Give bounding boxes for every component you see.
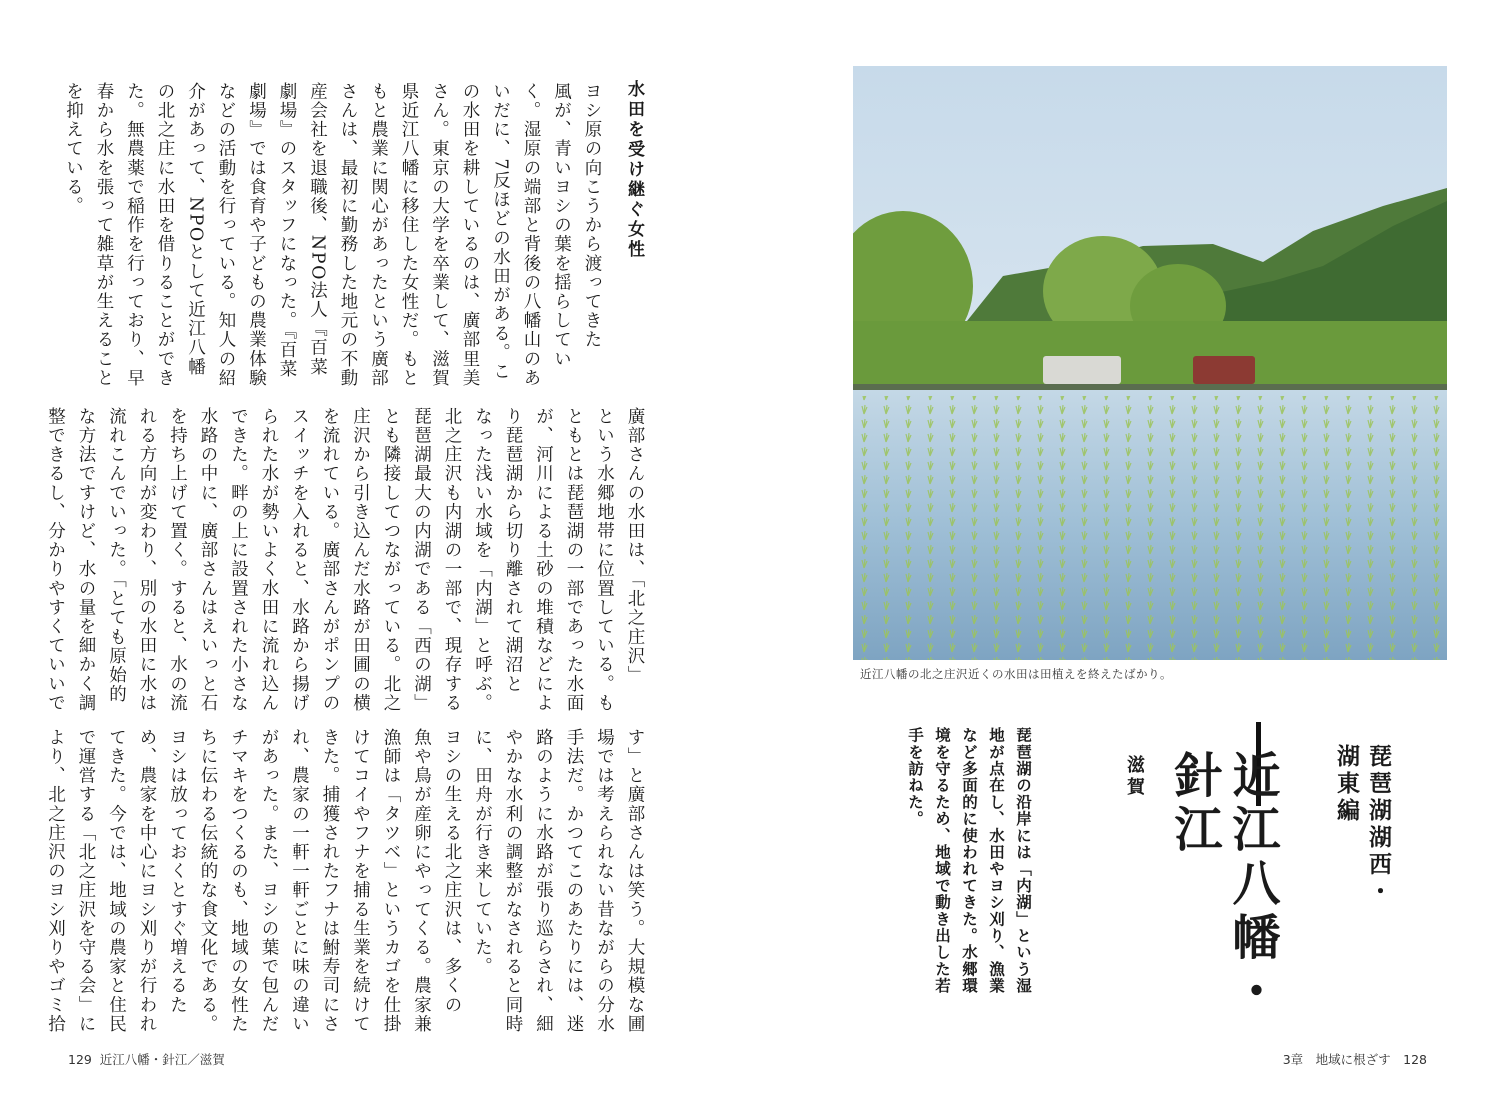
intro-text: 琵琶湖の沿岸には「内湖」という湿 地が点在し、水田やヨシ刈り、漁業 など多面的に使われてきた。水郷環 境を守るため、地域で動き出した若 手を訪ねた。 bbox=[906, 727, 1032, 995]
body-text-tier-3: す」と廣部さんは笑う。大規模な圃 場では考えられない昔ながらの分水 手法だ。かつてこのあたりには、迷 路のように水路が張り巡らされ、細 やかな水利の調整がなされると同時 に、田舟が行き来していた。 ヨシの生える北之庄沢は、多くの 魚や鳥が産卵にやってくる。農家兼 漁師は「タツベ」というカゴを仕掛 けてコイやフナを捕る生業を続けて きた。捕獲されたフナは鮒寿司にさ れ、農家の一軒一軒ごとに味の違い があった。また、ヨシの葉で包んだ チマキをつくるのも、地域の女性た ちに伝わる伝統的な食文化である。 ヨシは放っておくとすぐ増えるた め、農家を中心にヨシ刈りが行われ てきた。今では、地域の農家と住民 で運営する「北之庄沢を守る会」に より、北之庄沢のヨシ刈りやゴミ拾 bbox=[45, 728, 645, 1034]
region-label: 琵琶湖湖西・ 湖東編 bbox=[1333, 744, 1391, 906]
prefecture-label: 滋賀 bbox=[1124, 755, 1145, 799]
body-text-tier-1: ヨシ原の向こうから渡ってきた 風が、青いヨシの葉を揺らしてい く。湿原の端部と背後の八幡山のあ いだに、7反ほどの水田がある。こ の水田を耕しているのは、廣部里美 さん。東京の大学を卒業して、滋賀 県近江八幡に移住した女性だ。もと もと農業に関心があったという廣部 さんは、最初に勤務した地元の不動 産会社を退職後、NPO法人『百菜 劇場』のスタッフになった。『百菜 劇場』では食育や子どもの農業体験 などの活動を行っている。知人の紹 介があって、NPOとして近江八幡 の北之庄に水田を借りることができ た。無農薬で稲作を行っており、早 春から水を張って雑草が生えること を抑えている。 bbox=[63, 82, 602, 388]
photo-caption: 近江八幡の北之庄沢近くの水田は田植えを終えたばかり。 bbox=[860, 667, 1172, 681]
rice-paddy-photo bbox=[853, 66, 1447, 660]
article-title: 近江八幡・ 針江 bbox=[1166, 750, 1280, 1020]
section-heading: 水田を受け継ぐ女性 bbox=[624, 80, 644, 260]
right-page-folio: 3章 地域に根ざす 128 bbox=[1282, 1052, 1427, 1067]
left-page-folio: 129 近江八幡・針江／滋賀 bbox=[68, 1052, 225, 1067]
body-text-tier-2: 廣部さんの水田は、「北之庄沢」 という水郷地帯に位置している。も ともとは琵琶湖の一部であった水面 が、河川による土砂の堆積などによ り琵琶湖から切り離されて湖沼と なった浅い水域を「内湖」と呼ぶ。 北之庄沢も内湖の一部で、現存する 琵琶湖最大の内湖である「西の湖」 とも隣接してつながっている。北之 庄沢から引き込んだ水路が田圃の横 を流れている。廣部さんがポンプの スイッチを入れると、水路から揚げ られた水が勢いよく水田に流れ込ん できた。畔の上に設置された小さな 水路の中に、廣部さんはえいっと石 を持ち上げて置く。すると、水の流 れる方向が変わり、別の水田に水は 流れこんでいった。「とても原始的 な方法ですけど、水の量を細かく調 整できるし、分かりやすくていいで bbox=[45, 407, 645, 713]
